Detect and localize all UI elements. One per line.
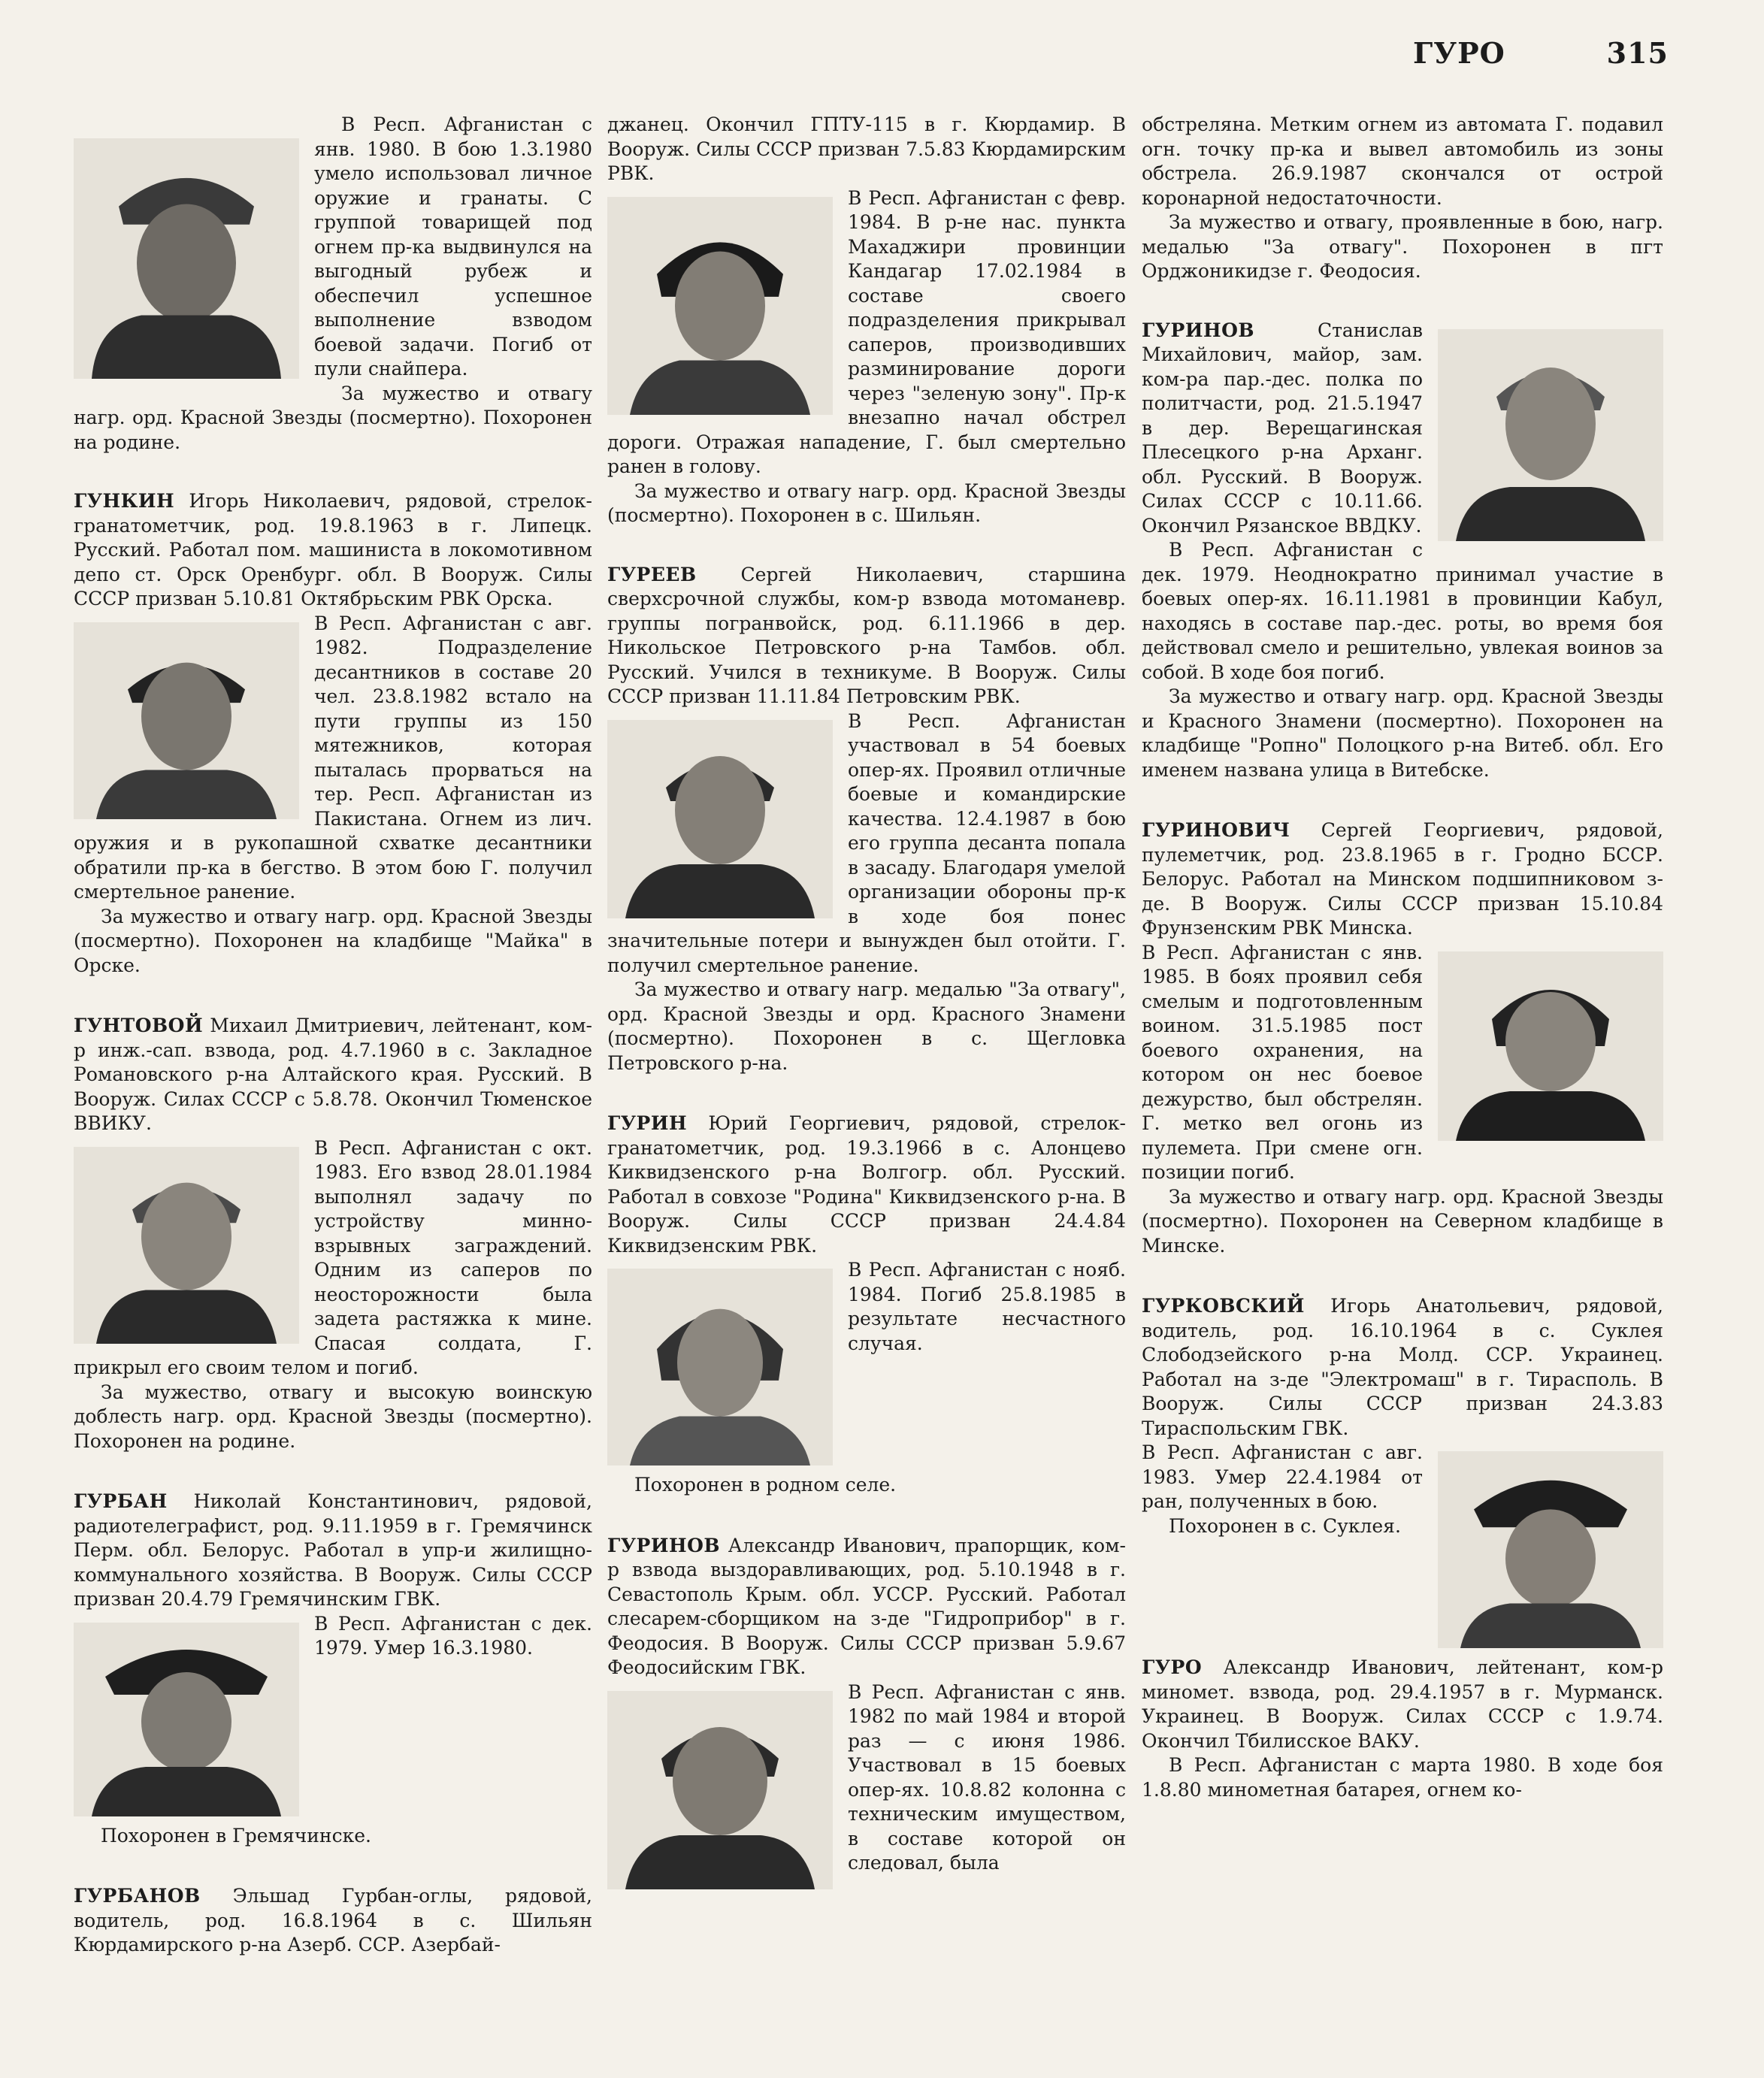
entry-text: Александр Иванович, лейтенант, ком-р миномет. взвода, род. 29.4.1957 в г. Мурманск. Украинец. В Вооруж. Силах СССР с 1.9.74. Окончил Тбилисское ВАКУ.: [1142, 1656, 1663, 1752]
entry-text: За мужество и отвагу, проявленные в бою, нагр. медалью "За отвагу". Похоронен в пгт Орджоникидзе г. Феодосия.: [1142, 211, 1663, 282]
entry-text: В Респ. Афганистан с янв. 1980. В бою 1.3.1980 умело использовал личное оружие и гранаты. С группой товарищей под огнем пр-ка выдвинулся на выгодный рубеж и обеспечил успешное выполнение взводом боевой задачи. Погиб от пули снайпера.: [314, 113, 592, 380]
page-header: [1413, 36, 1669, 81]
entry-text: В Респ. Афганистан с авг. 1983. Умер 22.4.1984 от ран, полученных в бою.: [1142, 1441, 1423, 1512]
entry-text: За мужество и отвагу нагр. орд. Красной Звезды (посмертно). Похоронен на родине.: [74, 382, 592, 453]
entry-text: Станислав Михайлович, майор, зам. ком-ра пар.-дес. полка по политчасти, род. 21.5.1947 в дер. Верещагинская Плесецкого р-на Арханг. обл. Русский. В Вооруж. Силах СССР с 10.11.66. Окончил Рязанское ВВДКУ.: [1142, 319, 1423, 537]
portrait-photo: [74, 138, 299, 379]
entry-name: ГУРО: [1142, 1656, 1203, 1678]
entry-text: За мужество и отвагу нагр. орд. Красной Звезды и Красного Знамени (посмертно). Похоронен на кладбище "Ропно" Полоцкого р-на Витеб. обл. Его именем названа улица в Витебске.: [1142, 685, 1663, 781]
entry-name: ГУНКИН: [74, 490, 175, 512]
entry-gurinov-s: [1142, 319, 1663, 783]
portrait-photo: [74, 1147, 299, 1344]
portrait-photo: [607, 197, 833, 415]
portrait-photo: [74, 1623, 299, 1816]
entry-name: ГУНТОВОЙ: [74, 1015, 204, 1036]
portrait-photo: [607, 1691, 833, 1889]
entry-gunkin: [74, 489, 592, 978]
entry-text: За мужество и отвагу нагр. орд. Красной Звезды (посмертно). Похоронен в с. Шильян.: [607, 479, 1126, 526]
entry-name: ГУРЕЕВ: [607, 563, 697, 585]
page-number: 315: [1606, 36, 1669, 70]
entry-continued: [607, 113, 1126, 528]
entry-text: В Респ. Афганистан с янв. 1985. В боях проявил себя смелым и подготовленным воином. 31.5.1985 пост боевого охранения, на котором он нес боевое дежурство, был обстрелян. Г. метко вел огонь из пулемета. При смене огн. позиции погиб.: [1142, 941, 1423, 1183]
running-head: ГУРО: [1413, 36, 1505, 70]
entry-text: Эльшад Гурбан-оглы, рядовой, водитель, род. 16.8.1964 в с. Шильян Кюрдамирского р-на Азерб. ССР. Азербай-: [74, 1885, 592, 1955]
entry-name: ГУРИНОВ: [607, 1534, 720, 1556]
entry-text: В Респ. Афганистан с дек. 1979. Неоднократно принимал участие в боевых опер-ях. 16.11.1981 в провинции Кабул, находясь в составе пар.-дес. роты, во время боя действовал смело и решительно, увлекая воинов за собой. В ходе боя погиб.: [1142, 539, 1663, 683]
entry-text: Николай Константинович, рядовой, радиотелеграфист, род. 9.11.1959 в г. Гремячинск Перм. обл. Белорус. Работал в упр-и жилищно-коммунального хозяйства. В Вооруж. Силы СССР призван 20.4.79 Гремячинским ГВК.: [74, 1490, 592, 1610]
entry-text: В Респ. Афганистан с дек. 1979. Умер 16.3.1980.: [314, 1612, 592, 1659]
entry-text: В Респ. Афганистан с авг. 1982. Подразделение десантников в составе 20 чел. 23.8.1982 встало на пути группы из 150 мятежников, которая пыталась прорваться на тер. Респ. Афганистан из Пакистана. Огнем из лич. оружия и в рукопашной схватке десантники обратили пр-ка в бегство. В этом бою Г. получил смертельное ранение.: [74, 612, 592, 903]
entry-gurkovsky: [1142, 1294, 1663, 1538]
entry-gurin: [607, 1112, 1126, 1498]
entry-text: Сергей Николаевич, старшина сверхсрочной службы, ком-р взвода мотоманевр. группы погранвойск, род. 6.11.1966 в дер. Никольское Петровского р-на Тамбов. обл. Русский. Учился в техникуме. В Вооруж. Силы СССР призван 11.11.84 Петровским РВК.: [607, 563, 1126, 707]
entry-text: обстреляна. Метким огнем из автомата Г. подавил огн. точку пр-ка и вывел автомобиль из зоны обстрела. 26.9.1987 скончался от острой коронарной недостаточности.: [1142, 113, 1663, 209]
entry-gurban: [74, 1490, 592, 1848]
entry-text: Игорь Николаевич, рядовой, стрелок-гранатометчик, род. 19.8.1963 в г. Липецк. Русский. Работал пом. машиниста в локомотивном депо ст. Орск Оренбург. обл. В Вооруж. Силы СССР призван 5.10.81 Октябрьским РВК Орска.: [74, 490, 592, 609]
entry-text: Похоронен в Гремячинске.: [101, 1824, 371, 1847]
entry-text: джанец. Окончил ГПТУ-115 в г. Кюрдамир. В Вооруж. Силы СССР призван 7.5.83 Кюрдамирским РВК.: [607, 113, 1126, 184]
portrait-photo: [1438, 1451, 1663, 1648]
column-3: [1142, 113, 1663, 2055]
portrait-photo: [1438, 951, 1663, 1141]
entry-continued: [1142, 113, 1663, 284]
entry-guntovoy: [74, 1014, 592, 1453]
portrait-photo: [1438, 329, 1663, 541]
portrait-photo: [607, 1269, 833, 1465]
entry-text: За мужество, отвагу и высокую воинскую доблесть нагр. орд. Красной Звезды (посмертно). Похоронен на родине.: [74, 1381, 592, 1452]
entry-name: ГУРИНОВИЧ: [1142, 819, 1290, 841]
portrait-photo: [74, 622, 299, 819]
entry-text: Александр Иванович, прапорщик, ком-р взвода выздоравливающих, род. 5.10.1948 в г. Севастополь Крым. обл. УССР. Русский. Работал слесарем-сборщиком на з-де "Гидроприбор" в г. Феодосия. В Вооруж. Силы СССР призван 5.9.67 Феодосийским ГВК.: [607, 1534, 1126, 1678]
entry-text: За мужество и отвагу нагр. орд. Красной Звезды (посмертно). Похоронен на кладбище "Майка" в Орске.: [74, 905, 592, 976]
entry-text: За мужество и отвагу нагр. орд. Красной Звезды (посмертно). Похоронен на Северном кладбище в Минске.: [1142, 1185, 1663, 1257]
entry-name: ГУРБАНОВ: [74, 1885, 201, 1907]
entry-gureev: [607, 563, 1126, 1076]
column-1: [74, 113, 592, 2055]
entry-text: В Респ. Афганистан с февр. 1984. В р-не нас. пункта Махаджири провинции Кандагар 17.02.1984 в составе своего подразделения прикрывал саперов, производивших разминирование дороги через "зеленую зону". Пр-к внезапно начал обстрел дороги. Отражая нападение, Г. был смертельно ранен в голову.: [607, 186, 1126, 477]
portrait-photo: [607, 720, 833, 918]
entry-text: В Респ. Афганистан с окт. 1983. Его взвод 28.01.1984 выполнял задачу по устройству минно-взрывных заграждений. Одним из саперов по неосторожности была задета растяжка к мине. Спасая солдата, Г. прикрыл его своим телом и погиб.: [74, 1136, 592, 1378]
entry-guro: [1142, 1656, 1663, 1802]
entry-gurinov-a: [607, 1534, 1126, 1876]
entry-text: Михаил Дмитриевич, лейтенант, ком-р инж.-сап. взвода, род. 4.7.1960 в с. Закладное Романовского р-на Алтайского края. Русский. В Вооруж. Силах СССР с 5.8.78. Окончил Тюменское ВВИКУ.: [74, 1015, 592, 1134]
entry-gurbanov: [74, 1884, 592, 1958]
entry-text: За мужество и отвагу нагр. медалью "За отвагу", орд. Красной Звезды и орд. Красного Знамени (посмертно). Похоронен в с. Щегловка Петровского р-на.: [607, 979, 1126, 1074]
entry-text: Игорь Анатольевич, рядовой, водитель, род. 16.10.1964 в с. Суклея Слободзейского р-на Молд. ССР. Украинец. Работал на з-де "Электромаш" в г. Тирасполь. В Вооруж. Силы СССР призван 24.3.83 Тираспольским ГВК.: [1142, 1295, 1663, 1439]
entry-text: В Респ. Афганистан с нояб. 1984. Погиб 25.8.1985 в результате несчастного случая.: [848, 1259, 1126, 1354]
entry-text: Похоронен в с. Суклея.: [1169, 1514, 1401, 1537]
entry-text: Похоронен в родном селе.: [634, 1474, 897, 1496]
entry-text: В Респ. Афганистан с марта 1980. В ходе боя 1.8.80 минометная батарея, огнем ко-: [1142, 1754, 1663, 1801]
entry-gurinovich: [1142, 818, 1663, 1258]
entry-name: ГУРИН: [607, 1112, 688, 1134]
entry-continued: [74, 113, 592, 455]
entry-text: Юрий Георгиевич, рядовой, стрелок-гранатометчик, род. 19.3.1966 в с. Алонцево Киквидзенского р-на Волгогр. обл. Русский. Работал в совхозе "Родина" Киквидзенского р-на. В Вооруж. Силы СССР призван 24.4.84 Киквидзенским РВК.: [607, 1112, 1126, 1257]
entry-text: В Респ. Афганистан с янв. 1982 по май 1984 и второй раз — с июня 1986. Участвовал в 15 боевых опер-ях. 10.8.82 колонна с техническим имуществом, в составе которой он следовал, была: [848, 1680, 1126, 1874]
column-2: [607, 113, 1126, 2055]
entry-name: ГУРИНОВ: [1142, 319, 1254, 341]
entry-text: Сергей Георгиевич, рядовой, пулеметчик, род. 23.8.1965 в г. Гродно БССР. Белорус. Работал на Минском подшипниковом з-де. В Вооруж. Силы СССР призван 15.10.84 Фрунзенским РВК Минска.: [1142, 819, 1663, 939]
entry-name: ГУРКОВСКИЙ: [1142, 1295, 1305, 1317]
entry-name: ГУРБАН: [74, 1490, 168, 1512]
entry-text: В Респ. Афганистан участвовал в 54 боевых опер-ях. Проявил отличные боевые и командирские качества. 12.4.1987 в бою его группа десанта попала в засаду. Благодаря умелой организации обороны пр-к в ходе боя понес значительные потери и вынужден был отойти. Г. получил смертельное ранение.: [607, 709, 1126, 976]
